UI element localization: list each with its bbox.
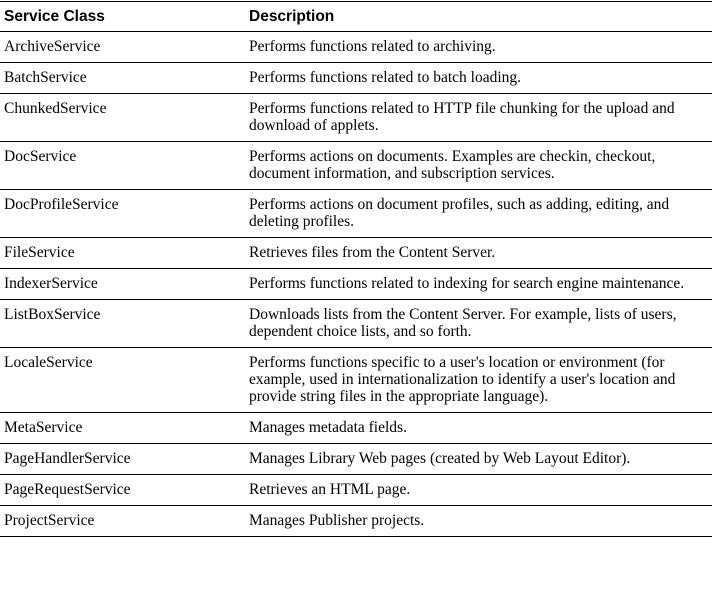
table-row	[0, 238, 712, 269]
service-name-cell: DocService	[4, 148, 77, 165]
service-name-cell: PageHandlerService	[4, 450, 131, 467]
description-cell: Manages Library Web pages (created by Web Layout Editor).	[249, 450, 631, 467]
description-cell: Performs functions related to indexing for search engine maintenance.	[249, 275, 685, 292]
service-name-cell: LocaleService	[4, 354, 93, 371]
table-row	[0, 506, 712, 537]
header-description: Description	[249, 8, 335, 25]
table-row	[0, 32, 712, 63]
service-name-cell: IndexerService	[4, 275, 98, 292]
description-cell: Manages metadata fields.	[249, 419, 407, 436]
service-name-cell: ArchiveService	[4, 38, 101, 55]
description-cell: Performs actions on document profiles, such as adding, editing, and deleting profiles.	[249, 196, 670, 230]
table-row	[0, 190, 712, 238]
service-class-table	[0, 1, 712, 537]
service-name-cell: MetaService	[4, 419, 83, 436]
service-name-cell: ChunkedService	[4, 100, 107, 117]
table-row	[0, 142, 712, 190]
table-row	[0, 475, 712, 506]
description-cell: Downloads lists from the Content Server. For example, lists of users, dependent choice lists, and so forth.	[249, 306, 677, 340]
table-row	[0, 269, 712, 300]
service-name-cell: PageRequestService	[4, 481, 131, 498]
description-cell: Retrieves files from the Content Server.	[249, 244, 496, 261]
service-name-cell: ProjectService	[4, 512, 95, 529]
description-cell: Performs functions related to HTTP file chunking for the upload and download of applets.	[249, 100, 675, 134]
table-row	[0, 348, 712, 413]
description-cell: Retrieves an HTML page.	[249, 481, 411, 498]
description-cell: Performs functions related to archiving.	[249, 38, 496, 55]
table-row	[0, 300, 712, 348]
table-row	[0, 63, 712, 94]
description-cell: Manages Publisher projects.	[249, 512, 425, 529]
service-name-cell: FileService	[4, 244, 75, 261]
description-cell: Performs functions specific to a user's location or environment (for example, used in internationalization to identify a user's location and provide string files in the appropriate language).	[249, 354, 676, 405]
table-header-row	[0, 2, 712, 32]
service-name-cell: BatchService	[4, 69, 87, 86]
header-service-class: Service Class	[4, 8, 105, 25]
table-row	[0, 94, 712, 142]
table-row	[0, 413, 712, 444]
description-cell: Performs actions on documents. Examples are checkin, checkout, document information, and subscription services.	[249, 148, 656, 182]
description-cell: Performs functions related to batch loading.	[249, 69, 522, 86]
service-name-cell: ListBoxService	[4, 306, 101, 323]
table-row	[0, 444, 712, 475]
service-name-cell: DocProfileService	[4, 196, 119, 213]
